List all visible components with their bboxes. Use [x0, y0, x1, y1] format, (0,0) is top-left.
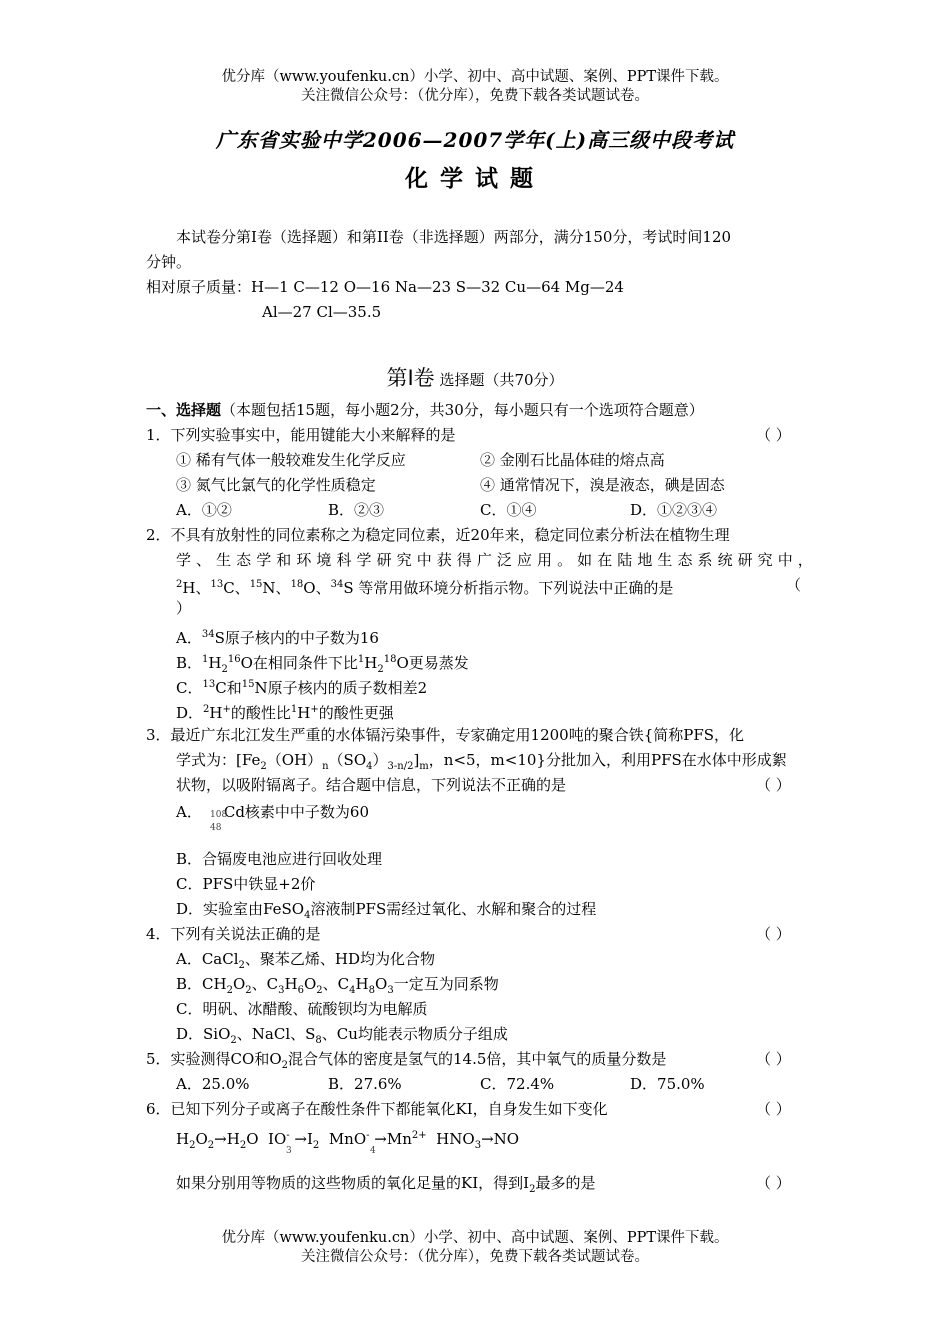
header-line-1: 优分库（www.youfenku.cn）小学、初中、高中试题、案例、PPT课件下载。: [221, 69, 729, 85]
q3-option-b: B．合镉废电池应进行回收处理: [176, 850, 383, 868]
q1-option-c: C．①④: [480, 501, 537, 519]
q2-option-c-end: N原子核内的质子数相差2: [254, 679, 428, 697]
footer-line-2: 关注微信公众号：（优分库），免费下载各类试题试卷。: [301, 1249, 649, 1265]
q6-permanganate-subscript: 4: [370, 1146, 376, 1156]
q3-option-d: D．实验室由FeSO$_4$溶液制PFS需经过氧化、水解和聚合的过程: [176, 900, 597, 921]
q2-paren-open: （: [786, 576, 802, 594]
q4-option-d: D．SiO$_2$、NaCl、$S_8$、Cu均能表示物质分子组成: [176, 1025, 508, 1046]
part-1-desc: （本题包括15题，每小题2分，共30分，每小题只有一个选项符合题意）: [221, 401, 704, 419]
header-line-2: 关注微信公众号：（优分库），免费下载各类试题试卷。: [301, 88, 649, 104]
q6-stem: 6．已知下列分子或离子在酸性条件下都能氧化KI，自身发生如下变化: [146, 1100, 608, 1118]
q2-option-b-mid: O在相同条件下比: [240, 654, 358, 672]
q1-stem: 1．下列实验事实中，能用键能大小来解释的是: [146, 426, 456, 444]
q2-option-c: C．$^{13}$C和$^{15}$N原子核内的质子数相差2: [176, 679, 428, 697]
q1-statement-1: ① 稀有气体一般较难发生化学反应: [176, 451, 406, 469]
q5-answer-paren: （ ）: [756, 1050, 791, 1068]
q4-option-b-post: 一定互为同系物: [393, 975, 499, 993]
q2-option-d-mid: 的酸性比: [230, 704, 291, 722]
q4-answer-paren: （ ）: [756, 925, 791, 943]
q5-option-b: B．27.6%: [328, 1075, 402, 1093]
q6-question: 如果分别用等物质的这些物质的氧化足量的KI，得到$I_2$最多的是: [176, 1174, 596, 1195]
q5-stem: 5．实验测得CO和$O_2$混合气体的密度是氢气的14.5倍，其中氧气的质量分数是: [146, 1050, 667, 1071]
exam-title: 广东省实验中学2006—2007学年(上)高三级中段考试: [215, 128, 735, 152]
q2-paren-close: ）: [176, 599, 192, 617]
q6-question-post: 最多的是: [535, 1174, 596, 1192]
q3-option-c: C．PFS中铁显+2价: [176, 875, 316, 893]
q2-option-b: B．$^1H_2^{16}O$在相同条件下比$^1H_2^{18}O$更易蒸发: [176, 654, 469, 675]
q3-option-d-pre: D．实验室由FeSO: [176, 900, 305, 918]
q6-question-pre: 如果分别用等物质的这些物质的氧化足量的KI，得到I: [176, 1174, 530, 1192]
q1-option-b: B．②③: [328, 501, 385, 519]
q3-line-3: 状物，以吸附镉离子。结合题中信息，下列说法不正确的是: [176, 776, 567, 794]
q1-answer-paren: （ ）: [756, 426, 791, 444]
q3-line-1: 3．最近广东北江发生严重的水体镉污染事件，专家确定用1200吨的聚合铁{简称PFS，化: [146, 726, 745, 744]
q2-line-2: 学、生态学和环境科学研究中获得广泛应用。如在陆地生态系统研究中，: [176, 551, 816, 569]
q2-line-1: 2．不具有放射性的同位素称之为稳定同位素，近20年来，稳定同位素分析法在植物生理: [146, 526, 730, 544]
q5-option-a: A．25.0%: [176, 1075, 250, 1093]
q4-option-a: A．CaCl$_2$、聚苯乙烯、HD均为化合物: [176, 950, 436, 971]
q2-line-3-text: 等常用做环境分析指示物。下列说法中正确的是: [358, 579, 674, 597]
atomic-mass-line-2: Al—27 Cl—35.5: [262, 303, 382, 321]
q3-option-d-post: 溶液制PFS需经过氧化、水解和聚合的过程: [310, 900, 597, 918]
subject-title: 化学试题: [405, 165, 545, 192]
q1-statement-2: ② 金刚石比晶体硅的熔点高: [480, 451, 665, 469]
q1-statement-4: ④ 通常情况下，溴是液态，碘是固态: [480, 476, 725, 494]
q2-option-b-end: O更易蒸发: [396, 654, 469, 672]
q2-line-3: $^2$H、$^{13}$C、$^{15}$N、$^{18}$O、$^{34}$S 等常用做环境分析指示物。下列说法中正确的是: [176, 579, 674, 597]
q3-line-2: 学式为：$[Fe_2(OH)_n(SO_4)_{3-n/2}]_m$，n<5，m<10}分批加入，利用PFS在水体中形成絮: [176, 751, 787, 772]
atomic-mass-line-1: 相对原子质量：H—1 C—12 O—16 Na—23 S—32 Cu—64 Mg—24: [146, 278, 624, 296]
intro-line-2: 分钟。: [146, 253, 192, 271]
q4-stem: 4．下列有关说法正确的是: [146, 925, 321, 943]
section-1-title-big: 第Ⅰ卷: [386, 366, 435, 390]
q3-option-a-atomic-number: 48: [210, 823, 222, 833]
part-1-label: 一、选择题: [146, 401, 222, 419]
section-1-title: [0, 362, 950, 392]
q5-stem-post: 混合气体的密度是氢气的14.5倍，其中氧气的质量分数是: [288, 1050, 667, 1068]
q6-reactions: $H_2O_2\to H_2O$ $IO^- \to I_2$ $MnO^- \to Mn^{2+}$ $HNO_3\to NO$: [176, 1130, 520, 1151]
q5-option-d: D．75.0%: [630, 1075, 705, 1093]
q3-option-a-mass-number: 108: [210, 810, 228, 820]
q3-line-2-post: ，n<5，m<10}分批加入，利用PFS在水体中形成絮: [428, 751, 787, 769]
q5-stem-pre: 5．实验测得CO和O: [146, 1050, 282, 1068]
intro-line-1: 本试卷分第I卷（选择题）和第II卷（非选择题）两部分，满分150分，考试时间120: [176, 228, 732, 246]
q3-answer-paren: （ ）: [756, 776, 791, 794]
q2-option-c-text: C和: [215, 679, 242, 697]
q2-option-d-end: 的酸性更强: [318, 704, 394, 722]
q1-statement-3: ③ 氮气比氯气的化学性质稳定: [176, 476, 376, 494]
q3-option-a: A． Cd核素中中子数为60: [176, 803, 370, 821]
q5-option-c: C．72.4%: [480, 1075, 555, 1093]
q1-option-d: D．①②③④: [630, 501, 718, 519]
q6-question-paren: （ ）: [756, 1174, 791, 1192]
q3-option-a-text: Cd核素中中子数为60: [223, 803, 370, 821]
part-1-heading: [146, 399, 704, 421]
q4-option-b: B．$CH_2O_2$、$C_3H_6O_2$、$C_4H_8O_3$一定互为同系物: [176, 975, 499, 996]
q6-answer-paren: （ ）: [756, 1100, 791, 1118]
q4-option-d-post: 、Cu均能表示物质分子组成: [321, 1025, 508, 1043]
footer-line-1: 优分库（www.youfenku.cn）小学、初中、高中试题、案例、PPT课件下载。: [221, 1230, 729, 1246]
q3-line-2-pre: 学式为：[Fe: [176, 751, 261, 769]
q2-option-d: D．$^2$H+的酸性比$^1$H+的酸性更强: [176, 704, 394, 722]
q6-iodate-subscript: 3: [286, 1146, 292, 1156]
q2-option-a: A．$^{34}$S原子核内的中子数为16: [176, 629, 379, 647]
q2-option-a-text: S原子核内的中子数为16: [214, 629, 379, 647]
q4-option-c: C．明矾、冰醋酸、硫酸钡均为电解质: [176, 1000, 428, 1018]
q1-option-a: A．①②: [176, 501, 232, 519]
section-1-title-small: 选择题（共70分）: [439, 371, 564, 389]
q4-option-a-post: 、聚苯乙烯、HD均为化合物: [244, 950, 436, 968]
